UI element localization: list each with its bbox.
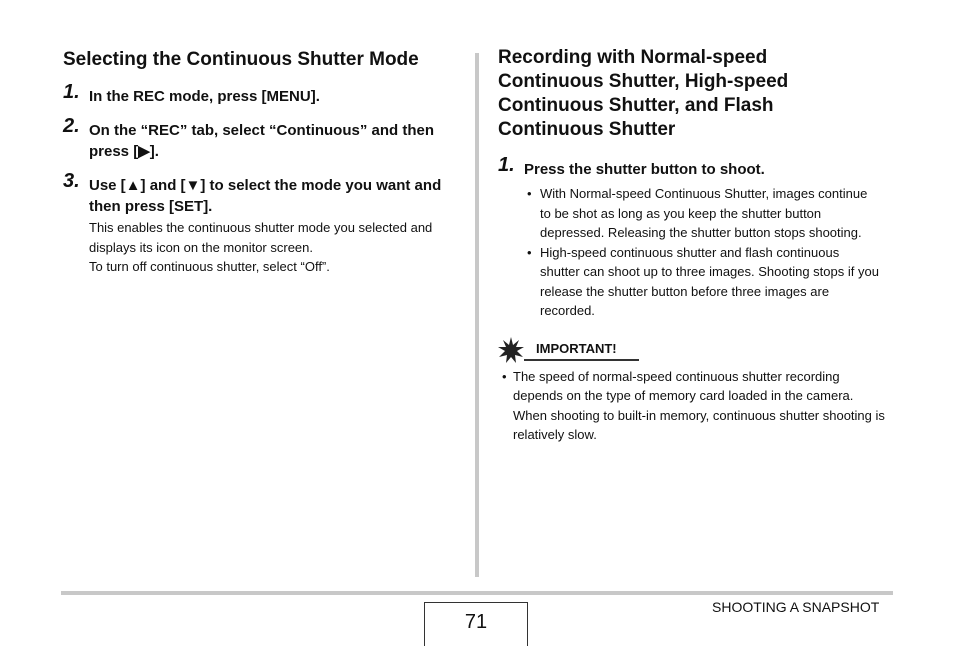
page-number: 71 [424, 602, 528, 646]
left-step-3 [63, 170, 463, 277]
important-list [498, 367, 888, 445]
footer-rule [61, 591, 893, 595]
list-item: • With Normal-speed Continuous Shutter, images continue to be shot as long as you keep the shutter button depressed. Releasing the shutter button stops shooting. [527, 186, 868, 240]
starburst-icon [498, 337, 524, 363]
important-underline [524, 359, 639, 361]
left-step-1 [63, 81, 463, 107]
right-heading: Recording with Normal-speed Continuous Shutter, High-speed Continuous Shutter, and Flash Continuous Shutter [498, 47, 789, 140]
step-text: In the REC mode, press [MENU]. [89, 88, 320, 105]
step-text: Use [▲] and [▼] to select the mode you want and then press [SET]. [89, 177, 442, 215]
step-number: 2. [63, 115, 80, 137]
left-heading: Selecting the Continuous Shutter Mode [63, 49, 419, 70]
section-title: SHOOTING A SNAPSHOT [712, 599, 880, 615]
right-column [498, 46, 898, 445]
step-note: This enables the continuous shutter mode you selected and displays its icon on the monitor screen. [89, 220, 433, 255]
step-number: 1. [63, 81, 80, 103]
right-step-1 [498, 154, 898, 321]
step-number: 1. [498, 154, 515, 176]
step-note: To turn off continuous shutter, select “Off”. [89, 259, 330, 274]
bullet-list [524, 184, 879, 321]
step-text: On the “REC” tab, select “Continuous” and then press [▶]. [89, 122, 435, 160]
left-column [63, 46, 463, 277]
list-item: • High-speed continuous shutter and flash continuous shutter can shoot up to three images. Shooting stops if you release the shutter button before three images are recorded. [527, 244, 879, 318]
important-header [498, 337, 898, 361]
important-label: IMPORTANT! [536, 340, 617, 356]
left-step-2 [63, 115, 463, 162]
column-divider [475, 53, 479, 577]
step-number: 3. [63, 170, 80, 192]
step-text: Press the shutter button to shoot. [524, 161, 765, 178]
list-item: • The speed of normal-speed continuous shutter recording depends on the type of memory card loaded in the camera. When shooting to built-in memory, continuous shutter shooting is relatively slow. [502, 368, 885, 442]
